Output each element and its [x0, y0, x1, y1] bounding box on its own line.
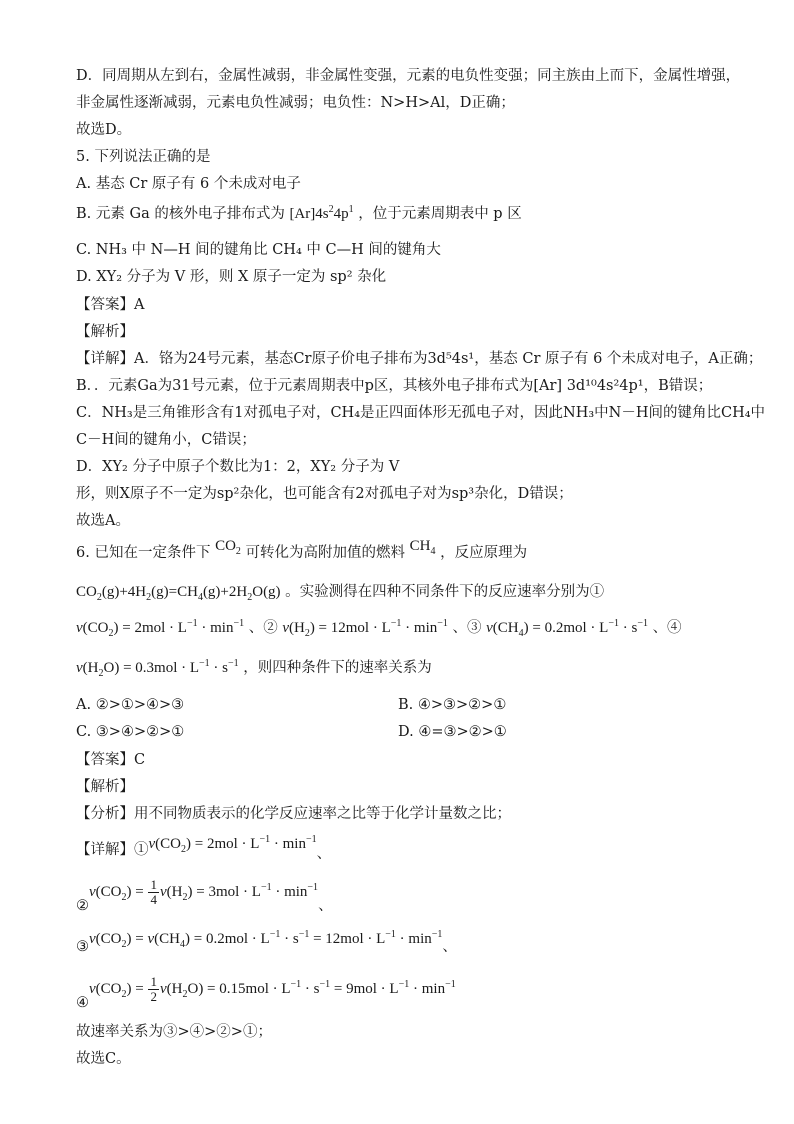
stem-text: 可转化为高附加值的燃料 [245, 545, 406, 561]
separator: 、④ [652, 620, 682, 636]
text-line: 非金属性逐渐减弱，元素电负性减弱；电负性：N>H>Al，D正确； [76, 95, 515, 111]
step-3-formula: $v(CO_2) = v(CH_4) = 0.2mol \cdot L^{-1} \cdot s^{-1} = 12mol \cdot L^{-1} \cdot \min^{-1}$ [89, 929, 443, 950]
question-6-stem [76, 538, 528, 563]
step-1-formula: $v(CO_2) = 2mol \cdot L^{-1} \cdot \min^{-1}$ [148, 834, 317, 855]
text-line: D．同周期从左到右，金属性减弱，非金属性变强，元素的电负性变强；同主族由上而下，金属性增强， [76, 68, 741, 84]
option-b-prefix: B. 元素 Ga 的核外电子排布式为 [76, 206, 285, 222]
question-5-stem: 5. 下列说法正确的是 [76, 149, 211, 165]
reaction-equation: $CO_2(g)+4H_2(g)=CH_4(g)+2H_2O(g)$ [76, 584, 281, 603]
co2-formula: $CO_2$ [215, 538, 241, 557]
rate-2: $v(H_2) = 12mol \cdot L^{-1} \cdot \min^{-1}$ [282, 618, 448, 639]
analysis-label: 【解析】 [76, 779, 134, 795]
detail-step-3: $③v(CO_2) = v(CH_4) = 0.2mol \cdot L^{-1} \cdot s^{-1} = 12mol \cdot L^{-1} \cdot \min^{-1}$、 [76, 929, 457, 955]
question-5-option-a: A. 基态 Cr 原子有 6 个未成对电子 [76, 176, 301, 192]
stem-text: 6. 已知在一定条件下 [76, 545, 211, 561]
conclusion-line: 故选A。 [76, 513, 130, 529]
question-5-option-c: C. NH₃ 中 N—H 间的键角比 CH₄ 中 C—H 间的键角大 [76, 242, 441, 258]
rate-conditions-line [76, 618, 682, 638]
detail-label: 【详解】 [76, 842, 134, 858]
text-line: 故选D。 [76, 122, 132, 138]
question-5-option-d: D. XY₂ 分子为 V 形，则 X 原子一定为 sp² 杂化 [76, 269, 387, 285]
detail-step-4: $④v(CO_2)$ = $\frac{1}{2}$ $v(H_2O) = 0.15mol \cdot L^{-1} \cdot s^{-1} = 9mol \cdot L^{-1} \cdot \min^{-1}$ [76, 974, 456, 1011]
question-6-option-a: A. ②>①>④>③ [76, 697, 185, 713]
question-5-option-b [76, 204, 522, 224]
separator: 、③ [452, 620, 482, 636]
explanation-line: 形，则X原子不一定为sp²杂化，也可能含有2对孤电子对为sp³杂化，D错误； [76, 486, 573, 502]
rate-4-line [76, 658, 432, 678]
answer-label: 【答案】A [76, 297, 145, 313]
rate-4: $v(H_2O) = 0.3mol \cdot L^{-1} \cdot s^{-1}$ [76, 658, 239, 679]
step-4-formula: $v(CO_2)$ = $\frac{1}{2}$ $v(H_2O) = 0.15mol \cdot L^{-1} \cdot s^{-1} = 9mol \cdot L^{-1} \cdot \min^{-1}$ [89, 974, 456, 1004]
explanation-line: C－H间的键角小，C错误； [76, 432, 256, 448]
detail-step-2: $②v(CO_2)$ = $\frac{1}{4}$ $v(H_2) = 3mol \cdot L^{-1} \cdot \min^{-1}$、 [76, 877, 333, 914]
stem-text: ，反应原理为 [440, 545, 528, 561]
explanation-line: D．XY₂ 分子中原子个数比为1：2，XY₂ 分子为 V [76, 459, 400, 475]
stem-text: 。实验测得在四种不同条件下的反应速率分别为① [285, 584, 605, 600]
explanation-line: B．．元素Ga为31号元素，位于元素周期表中p区，其核外电子排布式为[Ar] 3d¹⁰4s²4p¹，B错误； [76, 378, 713, 394]
electron-config-formula: $[Ar]4s^24p^1$ [289, 204, 354, 222]
detail-step-1: 【详解】$①v(CO_2) = 2mol \cdot L^{-1} \cdot \min^{-1}$、 [76, 834, 332, 862]
analysis-line: 【分析】用不同物质表示的化学反应速率之比等于化学计量数之比； [76, 806, 511, 822]
summary-line: 故速率关系为③>④>②>①； [76, 1024, 272, 1040]
separator: 、② [248, 620, 278, 636]
question-6-option-c: C. ③>④>②>① [76, 724, 185, 740]
explanation-line: C．NH₃是三角锥形含有1对孤电子对，CH₄是正四面体形无孤电子对，因此NH₃中N－H间的键角比CH₄中 [76, 405, 766, 421]
question-6-option-d: D. ④=③>②>① [398, 724, 507, 740]
rate-1: $v(CO_2) = 2mol \cdot L^{-1} \cdot \min^{-1}$ [76, 618, 245, 639]
analysis-label: 【解析】 [76, 324, 134, 340]
stem-text: ，则四种条件下的速率关系为 [243, 660, 432, 676]
option-b-suffix: ，位于元素周期表中 p 区 [358, 206, 522, 222]
rate-3: $v(CH_4) = 0.2mol \cdot L^{-1} \cdot s^{-1}$ [486, 618, 648, 639]
answer-label: 【答案】C [76, 752, 146, 768]
conclusion-line: 故选C。 [76, 1051, 131, 1067]
step-2-formula: $v(CO_2)$ = $\frac{1}{4}$ $v(H_2) = 3mol \cdot L^{-1} \cdot \min^{-1}$ [89, 877, 319, 907]
question-6-option-b: B. ④>③>②>① [398, 697, 507, 713]
ch4-formula: $CH_4$ [409, 538, 436, 557]
explanation-line: 【详解】A．铬为24号元素，基态Cr原子价电子排布为3d⁵4s¹，基态 Cr 原子有 6 个未成对电子，A正确； [76, 351, 763, 367]
reaction-equation-line [76, 582, 604, 602]
